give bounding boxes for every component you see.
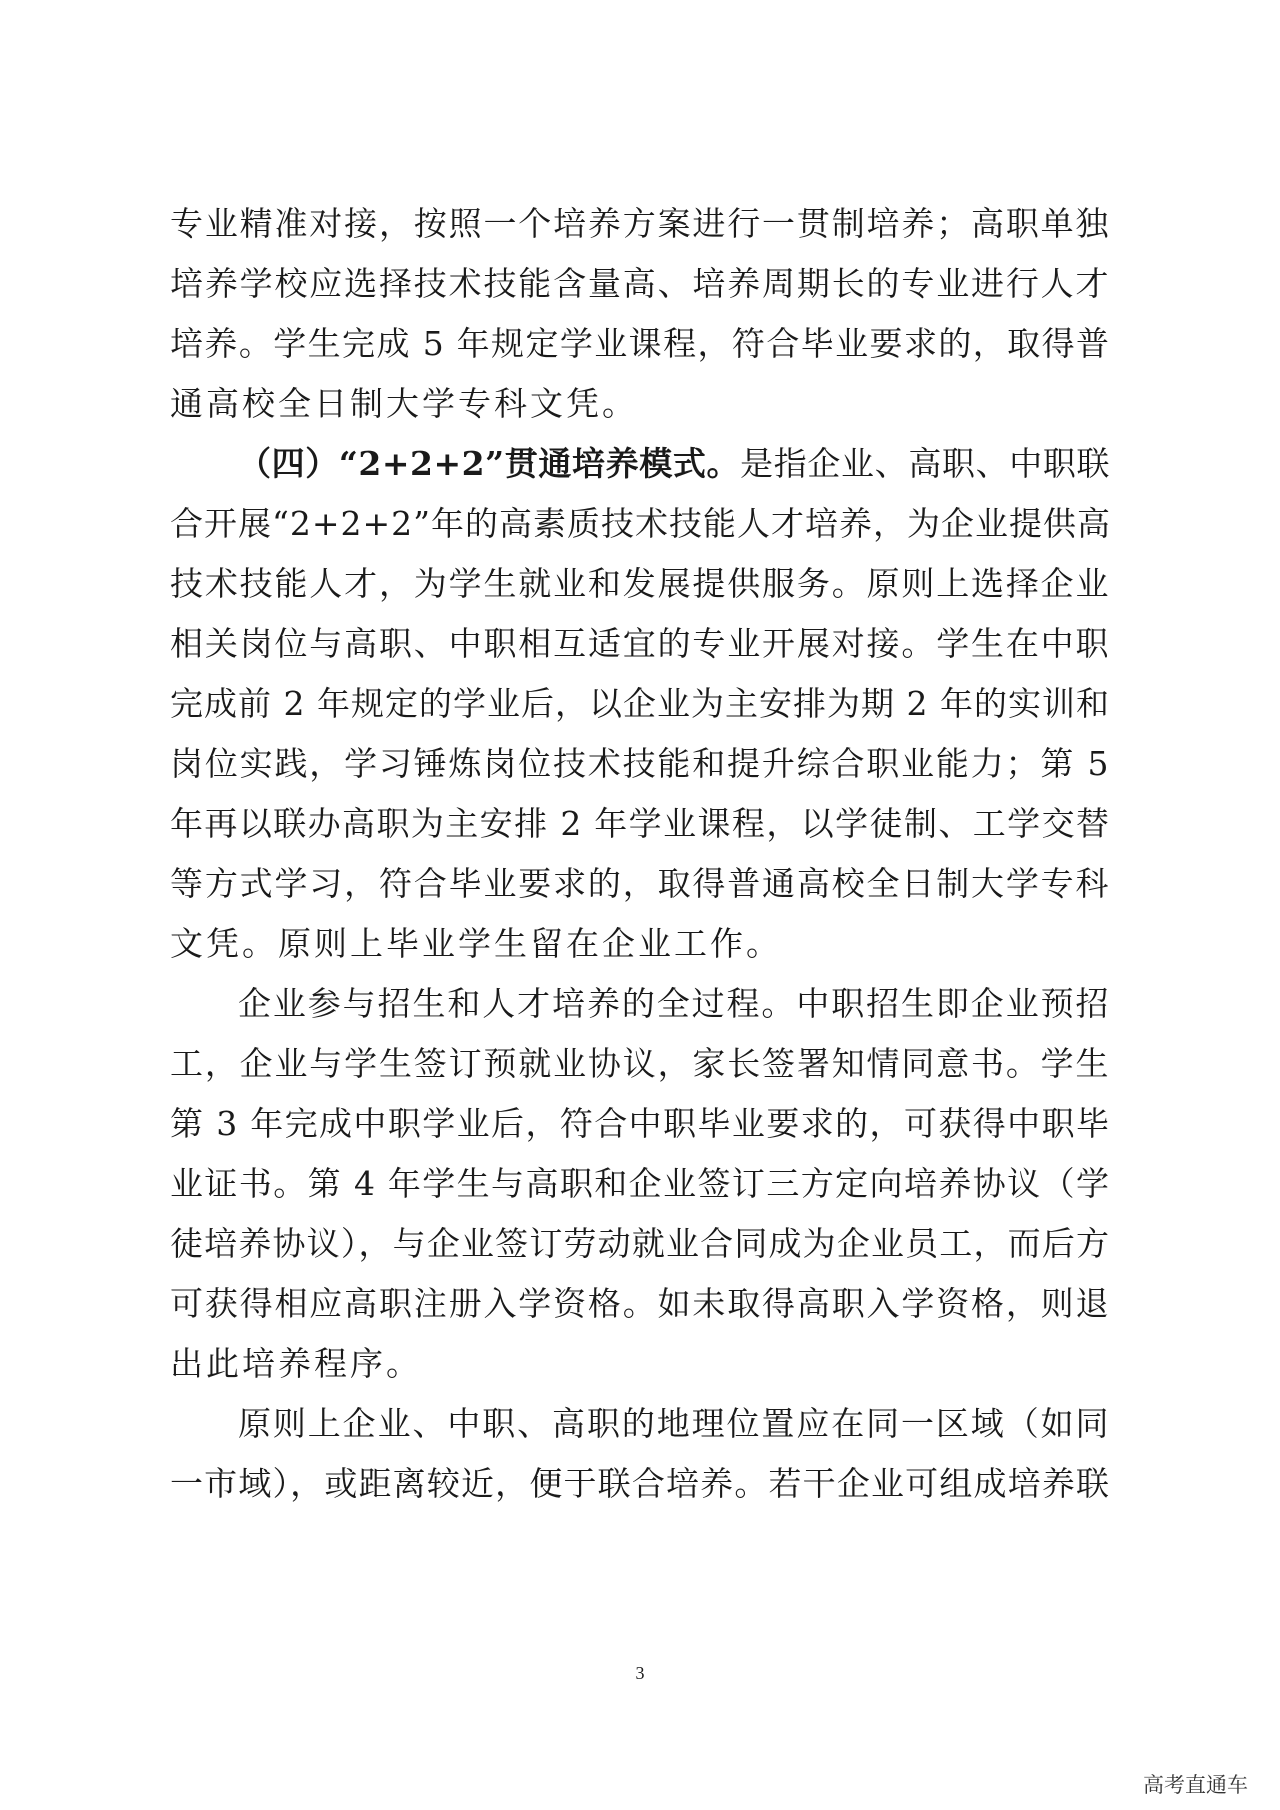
paragraph-2-line-5: 完成前 2 年规定的学业后，以企业为主安排为期 2 年的实训和 [170, 684, 1110, 723]
paragraph-4-line-1: 原则上企业、中职、高职的地理位置应在同一区域（如同 [238, 1404, 1110, 1443]
page-number: 3 [635, 1663, 645, 1683]
paragraph-4-line-2: 一市域），或距离较近，便于联合培养。若干企业可组成培养联 [170, 1464, 1110, 1503]
paragraph-3-line-1: 企业参与招生和人才培养的全过程。中职招生即企业预招 [238, 984, 1110, 1023]
paragraph-1-line-1: 专业精准对接，按照一个培养方案进行一贯制培养；高职单独 [170, 204, 1110, 243]
paragraph-1-line-4: 通高校全日制大学专科文凭。 [170, 384, 638, 423]
paragraph-2-line-3: 技术技能人才，为学生就业和发展提供服务。原则上选择企业 [170, 564, 1110, 603]
section-heading-continuation: 是指企业、高职、中职联 [740, 444, 1110, 483]
paragraph-2-line-9: 文凭。原则上毕业学生留在企业工作。 [170, 924, 782, 963]
paragraph-2-line-6: 岗位实践，学习锤炼岗位技术技能和提升综合职业能力；第 5 [170, 744, 1110, 783]
section-heading: （四）“2+2+2”贯通培养模式。 [238, 444, 741, 483]
paragraph-1-line-2: 培养学校应选择技术技能含量高、培养周期长的专业进行人才 [170, 264, 1110, 303]
paragraph-3-line-2: 工，企业与学生签订预就业协议，家长签署知情同意书。学生 [170, 1044, 1110, 1083]
paragraph-2-line-8: 等方式学习，符合毕业要求的，取得普通高校全日制大学专科 [170, 864, 1110, 903]
paragraph-3-line-3: 第 3 年完成中职学业后，符合中职毕业要求的，可获得中职毕 [170, 1104, 1110, 1143]
paragraph-2-line-1 [238, 444, 1110, 484]
paragraph-1-line-3: 培养。学生完成 5 年规定学业课程，符合毕业要求的，取得普 [170, 324, 1110, 363]
paragraph-3-line-4: 业证书。第 4 年学生与高职和企业签订三方定向培养协议（学 [170, 1164, 1110, 1203]
paragraph-3-line-5: 徒培养协议），与企业签订劳动就业合同成为企业员工，而后方 [170, 1224, 1110, 1263]
paragraph-2-line-4: 相关岗位与高职、中职相互适宜的专业开展对接。学生在中职 [170, 624, 1110, 663]
watermark-label: 高考直通车 [1139, 1770, 1252, 1800]
paragraph-3-line-7: 出此培养程序。 [170, 1344, 422, 1383]
paragraph-2-line-2: 合开展“2+2+2”年的高素质技术技能人才培养，为企业提供高 [170, 504, 1112, 543]
paragraph-2-line-7: 年再以联办高职为主安排 2 年学业课程，以学徒制、工学交替 [170, 804, 1110, 843]
paragraph-3-line-6: 可获得相应高职注册入学资格。如未取得高职入学资格，则退 [170, 1284, 1110, 1323]
